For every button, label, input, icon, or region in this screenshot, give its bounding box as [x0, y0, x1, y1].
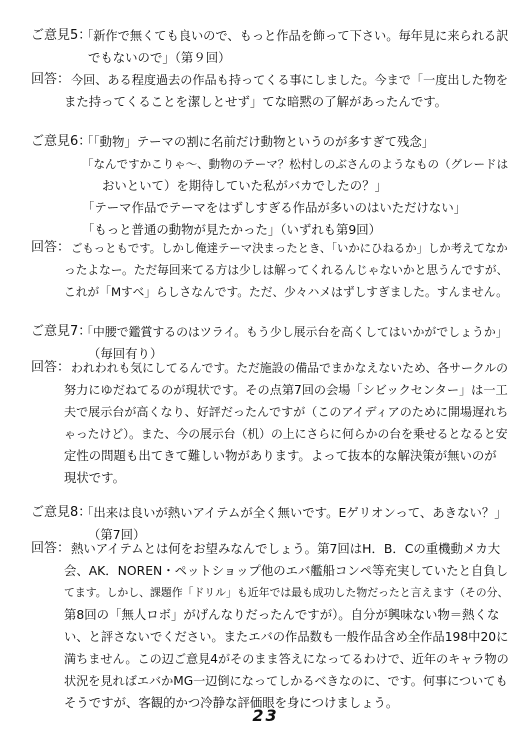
answer-text-line: 夫で展示台が高くなり、好評だったんですが（このアイディアのために開場遅れち	[64, 405, 509, 419]
answer-text-line: 今回、ある程度過去の作品も持ってくる事にしました。今まで「一度出した物を	[71, 73, 509, 87]
answer-text-line: 満ちません。この辺ご意見4がそのまま答えになってるわけで、近年のキャラ物の	[64, 652, 509, 666]
opinion-text-line: 「新作で無くても良いので、もっと作品を飾って下さい。毎年見に来られる訳	[81, 29, 509, 43]
opinion-label: ご意見6：	[31, 134, 92, 149]
answer-label: 回答：	[31, 541, 71, 556]
answer-label: 回答：	[31, 360, 71, 375]
opinion-text-line: でもないので」（第９回）	[88, 50, 231, 65]
answer-label: 回答：	[31, 240, 71, 255]
opinion-text-line: 「中腰で鑑賞するのはツライ。もう少し展示台を高くしてはいかがでしょうか」	[81, 325, 508, 339]
answer-text-line: これが「Mすべ」らしさなんです。ただ、少々ハメはずしすぎました。すんません。	[64, 285, 508, 299]
answer-text-line: 定性の問題も出てきて難しい物があります。よって抜本的な解決策が無いのが	[64, 448, 497, 463]
opinion-6	[0, 131, 531, 241]
answer-text-line: 状況を見ればエバかMG一辺倒になってしかるべきなのに、です。何事についても	[64, 674, 508, 688]
answer-8	[0, 538, 531, 714]
opinion-text-line: 「テーマ作品でテーマをはずしすぎる作品が多いのはいただけない」	[82, 200, 467, 215]
opinion-text-line: 「出来は良いが熱いアイテムが全く無いです。Eゲリオンって、あきない？」	[81, 505, 507, 520]
answer-text-line: そうですが、客観的かつ冷静な評価眼を身につけましょう。	[64, 695, 399, 710]
answer-text-line: 現状です。	[64, 470, 125, 485]
answer-label: 回答：	[31, 72, 71, 87]
opinion-label: ご意見7：	[31, 324, 92, 339]
answer-text-line: また持ってくることを潔しとせず」てな暗黙の了解があったんです。	[64, 94, 447, 109]
opinion-text-line: 「なんですかこりゃ～、動物のテーマ？松村しのぶさんのようなもの（グレードは	[82, 157, 509, 171]
opinion-5	[0, 25, 531, 69]
answer-6	[0, 237, 531, 303]
opinion-text-line: おいといて）を期待していた私がバカでしたの？」	[102, 178, 387, 193]
answer-text-line: われわれも気にしてるんです。ただ施設の備品でまかなえないため、各サークルの	[71, 361, 509, 375]
answer-5	[0, 69, 531, 113]
answer-text-line: 第8回の「無人ロボ」がげんなりだったんですが）。自分が興味ない物＝熱くな	[64, 607, 500, 622]
answer-text-line: い、と評さないでください。またエバの作品数も一般作品含め全作品198中20に	[64, 630, 509, 644]
answer-text-line: 会、AK．NOREN・ペットショップ他のエバ艦船コンペ等充実していたと自負し	[64, 564, 509, 578]
answer-text-line: ったよなー。ただ毎回来てる方は少しは解ってくれるんじゃないかと思うんですが、	[64, 263, 509, 277]
answer-text-line: 努力にゆだねてるのが現状です。その点第7回の会場「シビックセンター」は一工	[64, 383, 508, 397]
answer-text-line: ごもっともです。しかし俺達テーマ決まったとき、「いかにひねるか」しか考えてなか	[71, 241, 508, 255]
answer-7	[0, 357, 531, 489]
opinion-text-line: 「「動物」テーマの割に名前だけ動物というのが多すぎて残念」	[81, 134, 435, 149]
answer-text-line: ゃったけど）。また、今の展示台（机）の上にさらに何らかの台を乗せるとなると安	[64, 427, 508, 441]
opinion-text-line: （第7回）	[88, 527, 146, 542]
answer-text-line: てます。しかし、課題作「ドリル」も近年では最も成功した物だったと言えます（その分、	[64, 586, 509, 599]
opinion-text-line: （毎回有り）	[88, 346, 163, 361]
opinion-text-line: 「もっと普通の動物が見たかった」（いずれも第9回）	[82, 222, 382, 237]
page-number: 23	[252, 706, 279, 725]
opinion-label: ご意見8：	[31, 505, 92, 520]
opinion-label: ご意見5：	[31, 28, 92, 43]
answer-text-line: 熱いアイテムとは何をお望みなんでしょう。第7回はH．B．Cの重機動メカ大	[71, 541, 501, 556]
